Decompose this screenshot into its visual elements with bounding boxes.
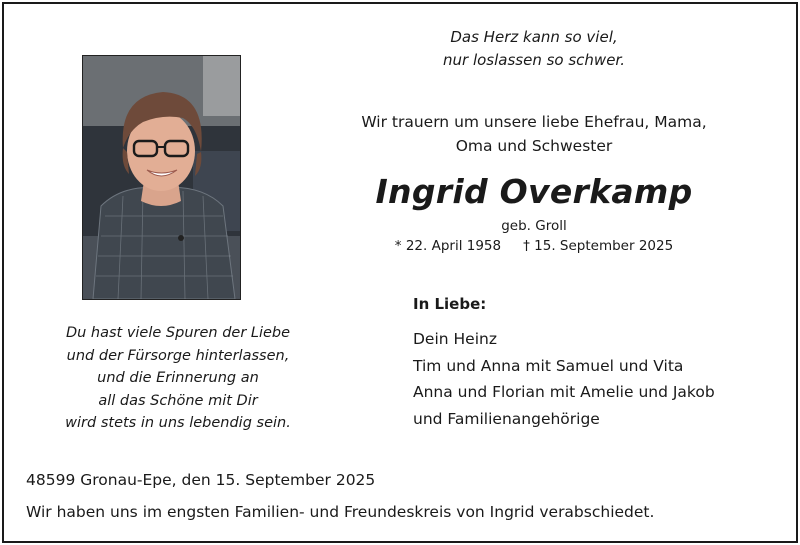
birth-date: * 22. April 1958 [394,238,502,254]
birth-name: geb. Groll [501,218,567,234]
mourners-list [413,326,715,432]
mourner-line: und Familienangehörige [413,409,600,428]
mourning-intro [334,110,734,158]
mourner-line: Anna und Florian mit Amelie und Jakob [413,383,715,401]
poem-line: Du hast viele Spuren der Liebe [65,325,291,341]
motto-line: nur loslassen so schwer. [443,51,625,69]
mourners-title: In Liebe: [413,295,487,313]
intro-line: Wir trauern um unsere liebe Ehefrau, Mama, [361,113,707,131]
portrait-photo [82,55,241,300]
place-and-date: 48599 Gronau-Epe, den 15. September 2025 [26,471,376,489]
life-dates [334,236,734,256]
farewell-note: Wir haben uns im engsten Familien- und Freundeskreis von Ingrid verabschiedet. [26,503,655,521]
motto-line: Das Herz kann so viel, [450,28,618,46]
poem-line: und der Fürsorge hinterlassen, [66,347,290,364]
poem-line: und die Erinnerung an [97,370,259,386]
mourner-line: Dein Heinz [413,330,497,348]
obituary-card [2,2,798,543]
mourner-line: Tim und Anna mit Samuel und Vita [413,356,684,375]
death-date: † 15. September 2025 [523,238,674,254]
portrait-illustration [83,56,240,299]
poem-line: wird stets in uns lebendig sein. [65,415,291,431]
poem-line: all das Schöne mit Dir [98,392,258,409]
intro-line: Oma und Schwester [455,137,613,155]
deceased-name: Ingrid Overkamp [375,172,693,211]
memorial-poem [24,322,332,435]
motto-quote [334,26,734,72]
